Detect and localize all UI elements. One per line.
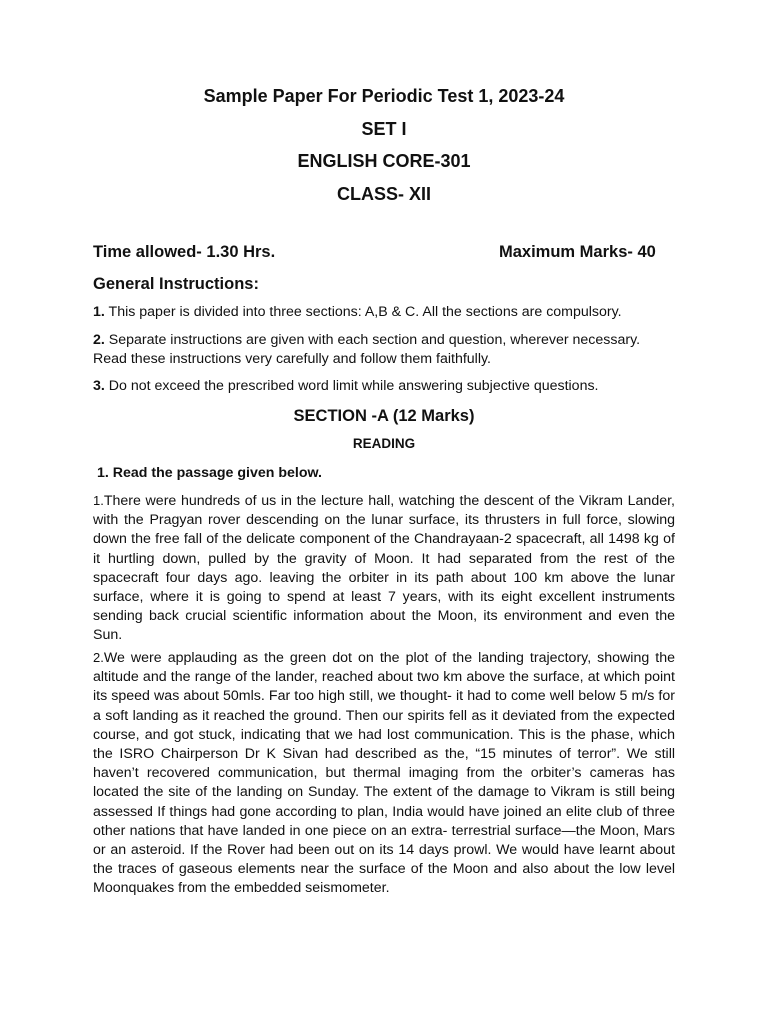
time-allowed: Time allowed- 1.30 Hrs.	[93, 243, 276, 261]
meta-row	[93, 241, 675, 263]
instruction-number: 3.	[93, 378, 105, 394]
instruction-text: Do not exceed the prescribed word limit while answering subjective questions.	[104, 378, 599, 394]
instruction-text: This paper is divided into three sections: A,B & C. All the sections are compulsory.	[104, 304, 622, 320]
instruction-item	[93, 303, 675, 322]
question-1-prompt: 1. Read the passage given below.	[97, 465, 322, 481]
instruction-item	[93, 331, 675, 369]
paper-title: Sample Paper For Periodic Test 1, 2023-24	[203, 86, 565, 106]
instruction-item	[93, 377, 675, 396]
passage-paragraph-2	[93, 648, 675, 899]
reading-subheading: READING	[352, 436, 416, 451]
set-label: SET I	[361, 119, 407, 139]
paragraph-text: There were hundreds of us in the lecture hall, watching the descent of the Vikram Lander, with the Pragyan rover descending on the lunar surface, its thrusters in full force, slowing down the free fall of the delicate component of the Chandrayaan-2 spacecraft, all 1498 kg of it hurtling down, pulled by the gravity of Moon. It had separated from the rest of the spacecraft four days ago. leaving the orbiter in its path about 100 km above the lunar surface, where it is going to spend at least 7 years, with its eight excellent instruments sending back crucial scientific information about the Moon, its environment and even the Sun.	[93, 493, 675, 644]
class-label: CLASS- XII	[336, 184, 431, 204]
maximum-marks: Maximum Marks- 40	[499, 243, 656, 261]
section-a-heading: SECTION -A (12 Marks)	[293, 407, 475, 425]
paragraph-number: 2.	[93, 650, 104, 665]
subject-label: ENGLISH CORE-301	[297, 151, 471, 171]
instruction-number: 2.	[93, 332, 105, 348]
instruction-number: 1.	[93, 304, 105, 320]
passage-paragraph-1	[93, 491, 675, 646]
paragraph-text: We were applauding as the green dot on the plot of the landing trajectory, showing the altitude and the range of the lander, reached about two km above the surface, at which point its speed was about 50mls. Far too high still, we thought- it had to come well below 5 m/s for a soft landing as it reached the ground. Then our spirits fell as it deviated from the expected course, and got stuck, indicating that we had lost communication. This is the phase, which the ISRO Chairperson Dr K Sivan had described as the, “15 minutes of terror”. We still haven’t recovered communication, but thermal imaging from the orbiter’s cameras has located the site of the landing on Sunday. The extent of the damage to Vikram is still being assessed If things had gone according to plan, India would have joined an elite club of three other nations that have landed in one piece on an extra- terrestrial surface—the Moon, Mars or an asteroid. If the Rover had been out on its 14 days prowl. We would have learnt about the traces of gaseous elements near the surface of the Moon and also about the low level Moonquakes from the embedded seismometer.	[93, 650, 675, 897]
paragraph-number: 1.	[93, 493, 104, 508]
instruction-text: Separate instructions are given with each section and question, wherever necessary. Read these instructions very carefully and follow them faithfully.	[93, 332, 641, 367]
general-instructions-heading: General Instructions:	[93, 275, 259, 293]
